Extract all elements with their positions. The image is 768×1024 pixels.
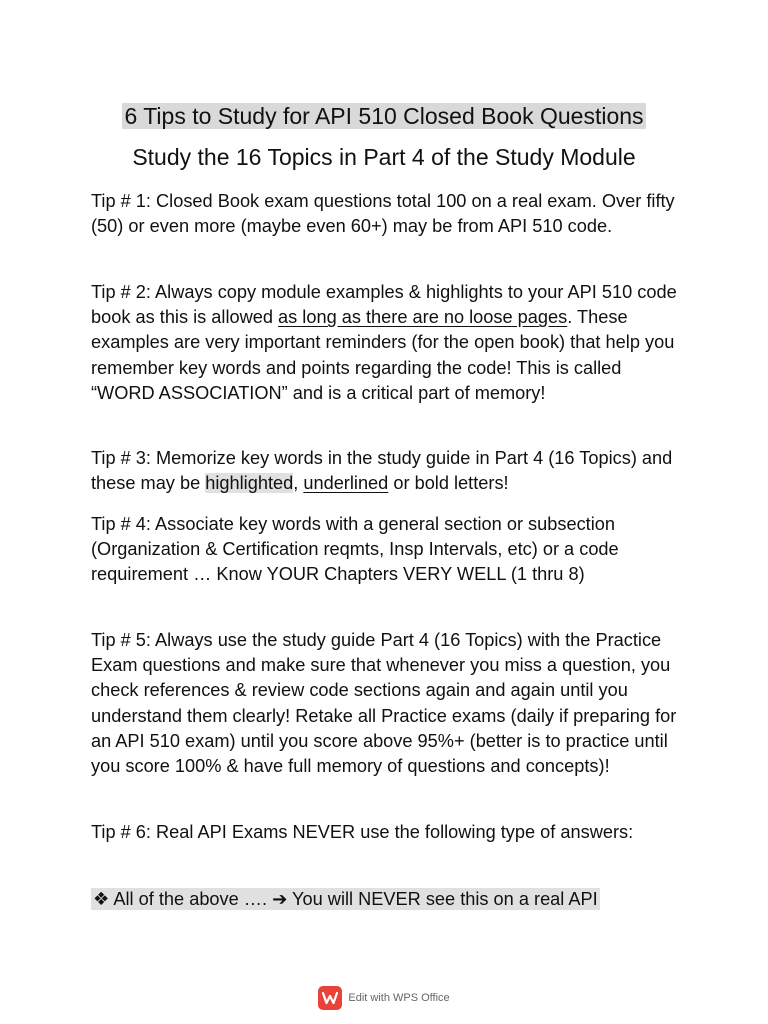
tip-4-text: (Organization & Certification reqmts, Insp Intervals, etc) or a code requirement …: [91, 539, 619, 585]
document-subtitle: Study the 16 Topics in Part 4 of the Study Module: [132, 144, 636, 170]
tip-2-underlined: as long as there are no loose pages: [278, 307, 568, 328]
tip-1-paragraph: Tip # 1: Closed Book exam questions total 100 on a real exam. Over fifty (50) or even more (maybe even 60+) may be from API 510 code.: [91, 191, 675, 237]
tip-4-emphasis: Know YOUR Chapters VERY WELL (1 thru 8): [216, 564, 585, 585]
tip-6-paragraph: Tip # 6: Real API Exams NEVER use the following type of answers:: [91, 822, 634, 842]
tip-2-text: as this is allowed: [130, 307, 279, 328]
tip-3-highlighted: highlighted: [205, 473, 294, 494]
tip-5-lead: Tip # 5: Always use the study guide Part 4 (16 Topics) with the Practice Exam questions: [91, 630, 662, 676]
tip-4-lead: Tip # 4: Associate key words with a general section or subsection: [91, 514, 615, 534]
tip-3-lead: Tip # 3: Memorize key words in the study guide in Part 4 (16 Topics): [91, 448, 637, 468]
tip-3-comma: ,: [293, 473, 304, 494]
tip-2-paragraph: [91, 280, 681, 406]
bullet-item: [91, 887, 681, 912]
wps-logo-icon: [318, 986, 342, 1010]
tip-5-text: and make sure that whenever you miss a question, you check references & review code sections again and again until you understand them clearly! Retake all Practice exams (daily if preparing for an API 510 exam) until you score above 95%+ (better is to practice until you score 100% & have full memory of questions and concepts)!: [91, 655, 677, 777]
tip-3-bold: bold letters!: [414, 473, 509, 494]
tip-3-or: or: [388, 473, 415, 494]
diamond-bullet-icon: ❖: [93, 889, 110, 909]
tip-3-text: and these may be: [91, 448, 673, 494]
document-title: [0, 101, 768, 131]
tip-2-lead: Tip # 2: Always copy module examples & highlights to your API 510 code book: [91, 282, 677, 328]
tip-4-paragraph: [91, 512, 681, 588]
tip-5-paragraph: [91, 628, 681, 779]
tip-3-underlined: underlined: [303, 473, 389, 494]
tip-3-paragraph: [91, 446, 681, 496]
wps-footer-label: Edit with WPS Office: [348, 992, 450, 1004]
tip-2-rest: . These examples are very important reminders (for the open book) that help you remember key words and points regarding the code! This is called “WORD ASSOCIATION” and is a critical part of memory!: [91, 307, 675, 403]
title-highlight: 6 Tips to Study for API 510 Closed Book Questions: [124, 103, 644, 129]
bullet-highlight: [91, 888, 600, 910]
wps-footer[interactable]: [0, 986, 768, 1010]
bullet-text: All of the above …. ➔ You will NEVER see this on a real API: [113, 889, 598, 909]
